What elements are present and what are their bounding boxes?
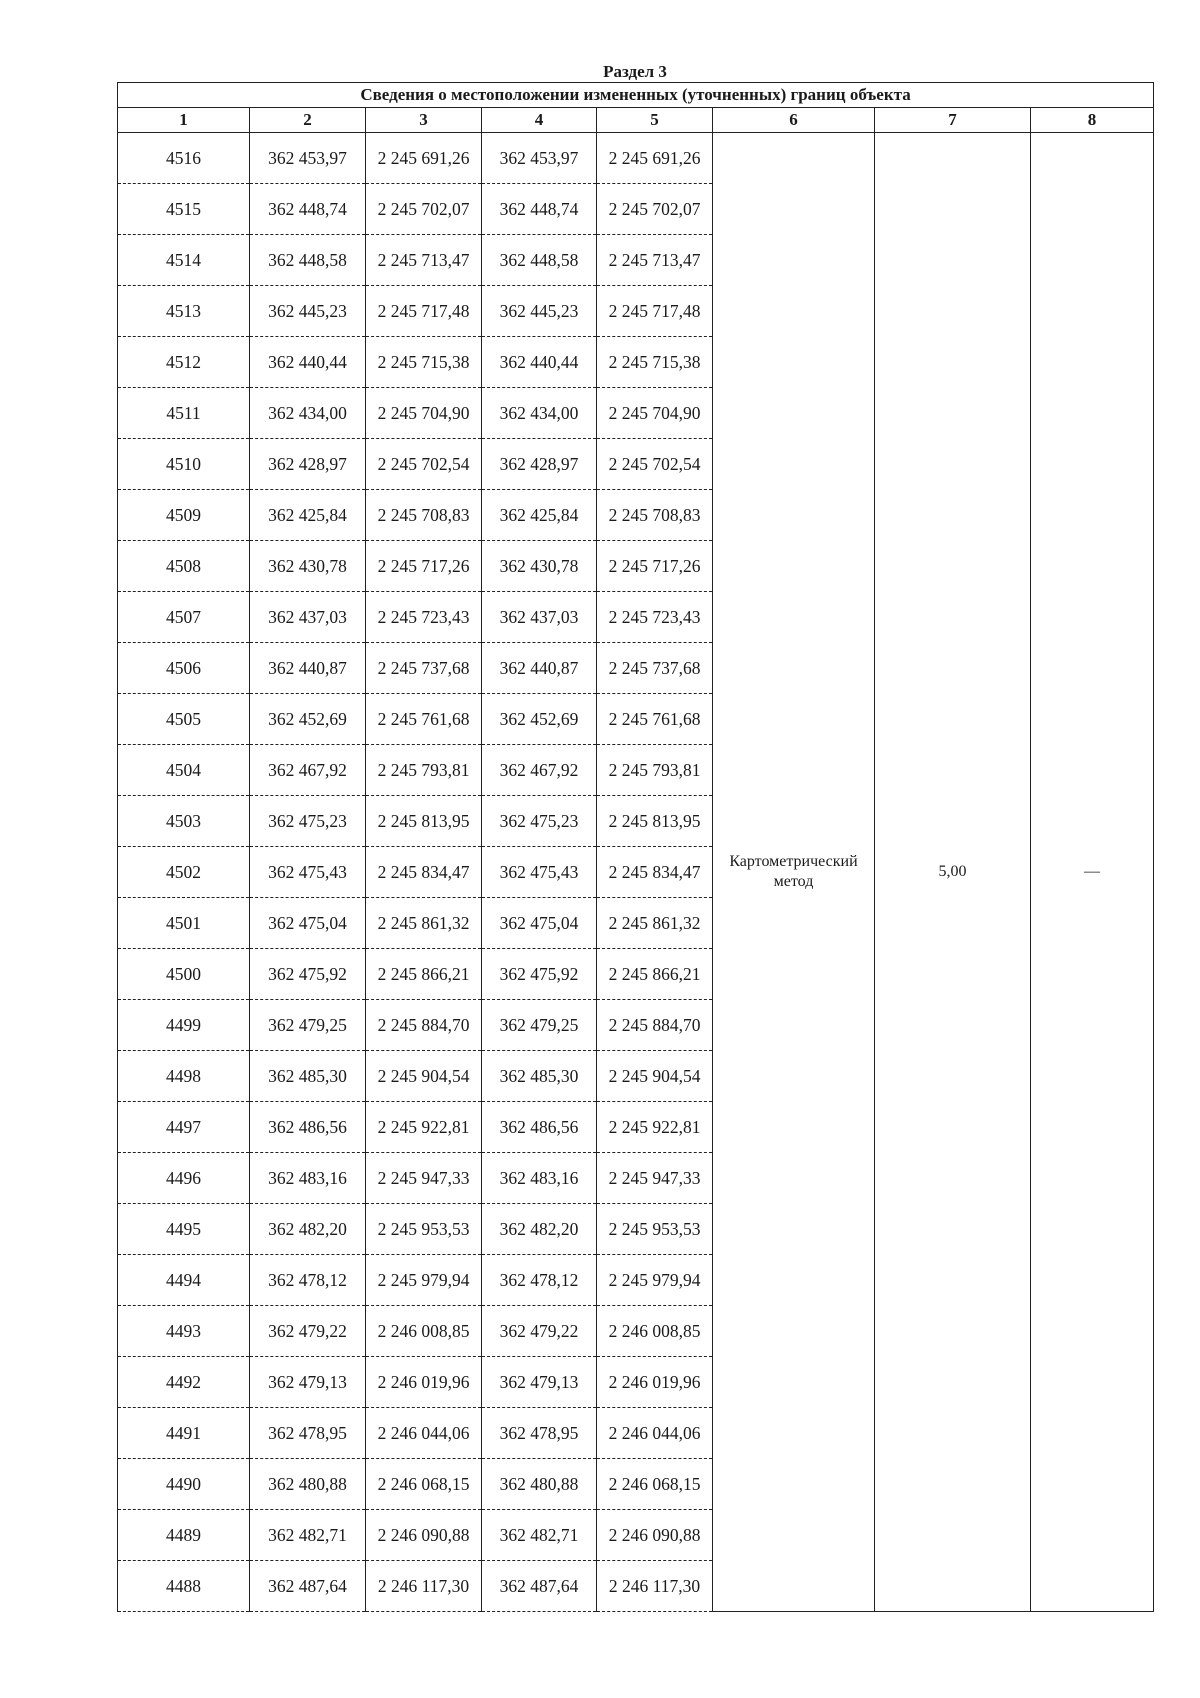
cell-y-new: 2 245 691,26 [597,133,713,184]
cell-y-existing: 2 245 979,94 [366,1255,482,1306]
cell-x-new: 362 440,44 [482,337,597,388]
cell-point-number: 4502 [118,847,250,898]
cell-x-new: 362 467,92 [482,745,597,796]
cell-x-new: 362 482,71 [482,1510,597,1561]
cell-y-new: 2 245 761,68 [597,694,713,745]
cell-point-number: 4489 [118,1510,250,1561]
cell-y-existing: 2 246 019,96 [366,1357,482,1408]
cell-x-existing: 362 467,92 [250,745,366,796]
cell-point-number: 4498 [118,1051,250,1102]
cell-point-number: 4508 [118,541,250,592]
cell-y-existing: 2 245 708,83 [366,490,482,541]
cell-y-new: 2 245 813,95 [597,796,713,847]
cell-x-new: 362 440,87 [482,643,597,694]
cell-y-existing: 2 245 715,38 [366,337,482,388]
cell-x-existing: 362 437,03 [250,592,366,643]
cell-y-new: 2 245 708,83 [597,490,713,541]
table-caption: Сведения о местоположении измененных (уточненных) границ объекта [118,83,1154,108]
cell-point-number: 4495 [118,1204,250,1255]
cell-x-existing: 362 479,22 [250,1306,366,1357]
cell-description: — [1031,133,1154,1612]
cell-y-existing: 2 245 713,47 [366,235,482,286]
cell-x-existing: 362 430,78 [250,541,366,592]
cell-y-new: 2 246 117,30 [597,1561,713,1612]
cell-accuracy: 5,00 [875,133,1031,1612]
section-title: Раздел 3 [603,62,667,81]
cell-x-existing: 362 482,20 [250,1204,366,1255]
cell-y-new: 2 245 717,48 [597,286,713,337]
cell-y-existing: 2 245 947,33 [366,1153,482,1204]
cell-y-new: 2 246 019,96 [597,1357,713,1408]
cell-x-new: 362 445,23 [482,286,597,337]
cell-x-existing: 362 479,25 [250,1000,366,1051]
cell-y-new: 2 246 090,88 [597,1510,713,1561]
cell-y-existing: 2 245 704,90 [366,388,482,439]
cell-y-new: 2 245 702,54 [597,439,713,490]
cell-x-new: 362 437,03 [482,592,597,643]
cell-x-new: 362 430,78 [482,541,597,592]
table-body [118,133,1154,1612]
cell-point-number: 4513 [118,286,250,337]
cell-x-existing: 362 440,87 [250,643,366,694]
cell-point-number: 4515 [118,184,250,235]
cell-x-existing: 362 486,56 [250,1102,366,1153]
column-number-6: 6 [713,108,875,133]
cell-y-existing: 2 245 702,54 [366,439,482,490]
cell-y-existing: 2 245 834,47 [366,847,482,898]
cell-point-number: 4496 [118,1153,250,1204]
cell-x-new: 362 475,92 [482,949,597,1000]
cell-x-new: 362 475,23 [482,796,597,847]
cell-y-new: 2 245 793,81 [597,745,713,796]
cell-x-existing: 362 425,84 [250,490,366,541]
cell-y-new: 2 246 008,85 [597,1306,713,1357]
cell-x-existing: 362 478,95 [250,1408,366,1459]
cell-y-existing: 2 245 813,95 [366,796,482,847]
cell-x-new: 362 428,97 [482,439,597,490]
cell-point-number: 4506 [118,643,250,694]
cell-x-existing: 362 485,30 [250,1051,366,1102]
cell-method: Картометрический метод [713,133,875,1612]
cell-x-new: 362 434,00 [482,388,597,439]
cell-x-existing: 362 440,44 [250,337,366,388]
cell-point-number: 4493 [118,1306,250,1357]
cell-y-existing: 2 245 904,54 [366,1051,482,1102]
cell-point-number: 4500 [118,949,250,1000]
cell-x-existing: 362 475,23 [250,796,366,847]
column-number-1: 1 [118,108,250,133]
cell-x-new: 362 448,58 [482,235,597,286]
column-number-2: 2 [250,108,366,133]
cell-x-new: 362 478,95 [482,1408,597,1459]
cell-y-new: 2 245 953,53 [597,1204,713,1255]
cell-y-existing: 2 245 922,81 [366,1102,482,1153]
cell-y-existing: 2 246 090,88 [366,1510,482,1561]
cell-point-number: 4499 [118,1000,250,1051]
cell-y-new: 2 245 947,33 [597,1153,713,1204]
cell-point-number: 4488 [118,1561,250,1612]
cell-y-existing: 2 246 068,15 [366,1459,482,1510]
cell-y-existing: 2 245 793,81 [366,745,482,796]
cell-y-existing: 2 246 044,06 [366,1408,482,1459]
cell-y-existing: 2 245 717,26 [366,541,482,592]
column-number-row [118,108,1154,133]
cell-y-existing: 2 245 723,43 [366,592,482,643]
cell-x-new: 362 475,04 [482,898,597,949]
column-number-4: 4 [482,108,597,133]
cell-x-existing: 362 478,12 [250,1255,366,1306]
cell-y-new: 2 245 704,90 [597,388,713,439]
cell-x-new: 362 480,88 [482,1459,597,1510]
cell-point-number: 4511 [118,388,250,439]
cell-x-new: 362 479,25 [482,1000,597,1051]
cell-point-number: 4510 [118,439,250,490]
cell-point-number: 4497 [118,1102,250,1153]
cell-y-new: 2 246 068,15 [597,1459,713,1510]
cell-x-new: 362 479,22 [482,1306,597,1357]
cell-y-existing: 2 245 691,26 [366,133,482,184]
cell-x-existing: 362 482,71 [250,1510,366,1561]
cell-y-existing: 2 245 702,07 [366,184,482,235]
cell-y-existing: 2 246 117,30 [366,1561,482,1612]
cell-point-number: 4509 [118,490,250,541]
cell-point-number: 4505 [118,694,250,745]
cell-y-new: 2 245 723,43 [597,592,713,643]
cell-y-new: 2 245 737,68 [597,643,713,694]
cell-x-new: 362 448,74 [482,184,597,235]
cell-y-new: 2 245 715,38 [597,337,713,388]
cell-y-new: 2 245 861,32 [597,898,713,949]
cell-y-existing: 2 245 884,70 [366,1000,482,1051]
cell-x-new: 362 425,84 [482,490,597,541]
cell-x-new: 362 485,30 [482,1051,597,1102]
cell-point-number: 4501 [118,898,250,949]
cell-point-number: 4507 [118,592,250,643]
cell-x-new: 362 487,64 [482,1561,597,1612]
cell-point-number: 4492 [118,1357,250,1408]
cell-x-existing: 362 445,23 [250,286,366,337]
cell-y-new: 2 246 044,06 [597,1408,713,1459]
cell-x-existing: 362 453,97 [250,133,366,184]
cell-point-number: 4494 [118,1255,250,1306]
cell-x-existing: 362 480,88 [250,1459,366,1510]
cell-y-existing: 2 245 761,68 [366,694,482,745]
cell-x-existing: 362 448,74 [250,184,366,235]
cell-y-new: 2 245 717,26 [597,541,713,592]
boundary-table [117,82,1154,1612]
cell-x-new: 362 453,97 [482,133,597,184]
cell-x-existing: 362 475,04 [250,898,366,949]
column-number-8: 8 [1031,108,1154,133]
cell-x-existing: 362 475,92 [250,949,366,1000]
cell-x-new: 362 479,13 [482,1357,597,1408]
cell-point-number: 4504 [118,745,250,796]
cell-x-existing: 362 448,58 [250,235,366,286]
cell-point-number: 4503 [118,796,250,847]
cell-y-new: 2 245 884,70 [597,1000,713,1051]
cell-y-new: 2 245 866,21 [597,949,713,1000]
cell-y-new: 2 245 904,54 [597,1051,713,1102]
cell-x-existing: 362 479,13 [250,1357,366,1408]
column-number-7: 7 [875,108,1031,133]
cell-x-existing: 362 475,43 [250,847,366,898]
cell-x-new: 362 475,43 [482,847,597,898]
cell-x-new: 362 478,12 [482,1255,597,1306]
cell-point-number: 4490 [118,1459,250,1510]
cell-y-existing: 2 245 737,68 [366,643,482,694]
cell-y-existing: 2 245 866,21 [366,949,482,1000]
cell-y-existing: 2 245 717,48 [366,286,482,337]
cell-x-new: 362 486,56 [482,1102,597,1153]
table-row [118,133,1154,184]
cell-point-number: 4491 [118,1408,250,1459]
cell-y-existing: 2 245 953,53 [366,1204,482,1255]
cell-x-existing: 362 428,97 [250,439,366,490]
cell-x-existing: 362 487,64 [250,1561,366,1612]
cell-x-new: 362 452,69 [482,694,597,745]
cell-y-new: 2 245 834,47 [597,847,713,898]
cell-y-new: 2 245 922,81 [597,1102,713,1153]
column-number-5: 5 [597,108,713,133]
cell-y-new: 2 245 979,94 [597,1255,713,1306]
cell-x-existing: 362 483,16 [250,1153,366,1204]
cell-x-existing: 362 452,69 [250,694,366,745]
cell-y-new: 2 245 713,47 [597,235,713,286]
cell-point-number: 4514 [118,235,250,286]
cell-x-new: 362 482,20 [482,1204,597,1255]
cell-x-existing: 362 434,00 [250,388,366,439]
cell-y-new: 2 245 702,07 [597,184,713,235]
column-number-3: 3 [366,108,482,133]
cell-x-new: 362 483,16 [482,1153,597,1204]
document-page [117,62,1153,1612]
cell-y-existing: 2 246 008,85 [366,1306,482,1357]
cell-point-number: 4512 [118,337,250,388]
cell-point-number: 4516 [118,133,250,184]
cell-y-existing: 2 245 861,32 [366,898,482,949]
